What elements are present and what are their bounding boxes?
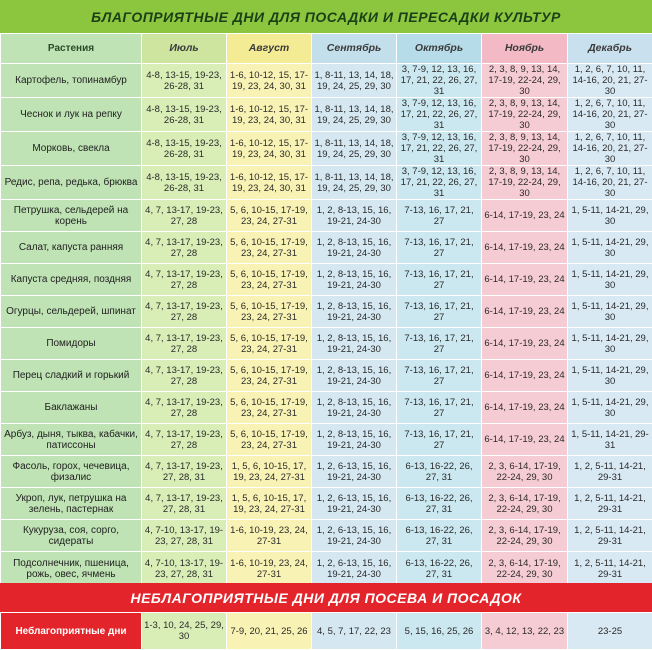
table-row [1, 456, 652, 488]
table-row [1, 132, 652, 166]
november-days-cell: 6-14, 17-19, 23, 24 [482, 328, 568, 360]
july-days-cell: 4, 7-10, 13-17, 19-23, 27, 28, 31 [142, 552, 227, 587]
unfavorable-december: 23-25 [568, 613, 652, 650]
september-days-cell: 1, 2, 8-13, 15, 16, 19-21, 24-30 [312, 360, 397, 392]
september-days-cell: 1, 2, 8-13, 15, 16, 19-21, 24-30 [312, 392, 397, 424]
december-days-cell: 1, 5-11, 14-21, 29, 30 [568, 392, 652, 424]
november-days-cell: 2, 3, 6-14, 17-19, 22-24, 29, 30 [482, 488, 568, 520]
september-days-cell: 1, 8-11, 13, 14, 18, 19, 24, 25, 29, 30 [312, 166, 397, 200]
table-row [1, 360, 652, 392]
september-days-cell: 1, 8-11, 13, 14, 18, 19, 24, 25, 29, 30 [312, 64, 397, 98]
october-days-cell: 3, 7-9, 12, 13, 16, 17, 21, 22, 26, 27, 31 [397, 64, 482, 98]
unfavorable-july: 1-3, 10, 24, 25, 29, 30 [142, 613, 227, 650]
unfavorable-days-table [0, 612, 652, 650]
table-row [1, 552, 652, 587]
july-days-cell: 4, 7-10, 13-17, 19-23, 27, 28, 31 [142, 520, 227, 552]
table-row [1, 392, 652, 424]
plant-name-cell: Укроп, лук, петрушка на зелень, пастернак [1, 488, 142, 520]
december-days-cell: 1, 5-11, 14-21, 29, 30 [568, 200, 652, 232]
plant-name-cell: Подсолнечник, пшеница, рожь, овес, ячмень [1, 552, 142, 587]
november-days-cell: 2, 3, 6-14, 17-19, 22-24, 29, 30 [482, 456, 568, 488]
november-days-cell: 6-14, 17-19, 23, 24 [482, 264, 568, 296]
plant-name-cell: Фасоль, горох, чечевица, физалис [1, 456, 142, 488]
july-days-cell: 4, 7, 13-17, 19-23, 27, 28 [142, 296, 227, 328]
august-days-cell: 5, 6, 10-15, 17-19, 23, 24, 27-31 [227, 424, 312, 456]
table-row [1, 520, 652, 552]
december-days-cell: 1, 2, 6, 7, 10, 11, 14-16, 20, 21, 27-30 [568, 166, 652, 200]
july-days-cell: 4-8, 13-15, 19-23, 26-28, 31 [142, 64, 227, 98]
august-days-cell: 5, 6, 10-15, 17-19, 23, 24, 27-31 [227, 296, 312, 328]
july-days-cell: 4, 7, 13-17, 19-23, 27, 28, 31 [142, 456, 227, 488]
column-header-december: Декабрь [568, 34, 652, 64]
october-days-cell: 7-13, 16, 17, 21, 27 [397, 200, 482, 232]
table-row [1, 424, 652, 456]
column-header-september: Сентябрь [312, 34, 397, 64]
october-days-cell: 7-13, 16, 17, 21, 27 [397, 392, 482, 424]
december-days-cell: 1, 2, 5-11, 14-21, 29-31 [568, 520, 652, 552]
november-days-cell: 6-14, 17-19, 23, 24 [482, 360, 568, 392]
column-header-july: Июль [142, 34, 227, 64]
plant-name-cell: Картофель, топинамбур [1, 64, 142, 98]
october-days-cell: 7-13, 16, 17, 21, 27 [397, 360, 482, 392]
plant-name-cell: Салат, капуста ранняя [1, 232, 142, 264]
column-header-november: Ноябрь [482, 34, 568, 64]
september-days-cell: 1, 2, 6-13, 15, 16, 19-21, 24-30 [312, 520, 397, 552]
december-days-cell: 1, 5-11, 14-21, 29, 30 [568, 328, 652, 360]
november-days-cell: 2, 3, 8, 9, 13, 14, 17-19, 22-24, 29, 30 [482, 166, 568, 200]
table-body [1, 64, 652, 587]
favorable-days-table [0, 33, 652, 587]
column-header-plants: Растения [1, 34, 142, 64]
table-row [1, 296, 652, 328]
october-days-cell: 3, 7-9, 12, 13, 16, 17, 21, 22, 26, 27, 31 [397, 166, 482, 200]
december-days-cell: 1, 5-11, 14-21, 29, 30 [568, 232, 652, 264]
column-header-august: Август [227, 34, 312, 64]
plant-name-cell: Морковь, свекла [1, 132, 142, 166]
december-days-cell: 1, 2, 6, 7, 10, 11, 14-16, 20, 21, 27-30 [568, 98, 652, 132]
page-title: БЛАГОПРИЯТНЫЕ ДНИ ДЛЯ ПОСАДКИ И ПЕРЕСАДКИ КУЛЬТУР [0, 0, 652, 33]
july-days-cell: 4-8, 13-15, 19-23, 26-28, 31 [142, 98, 227, 132]
august-days-cell: 5, 6, 10-15, 17-19, 23, 24, 27-31 [227, 264, 312, 296]
plant-name-cell: Помидоры [1, 328, 142, 360]
november-days-cell: 2, 3, 8, 9, 13, 14, 17-19, 22-24, 29, 30 [482, 132, 568, 166]
august-days-cell: 1, 5, 6, 10-15, 17, 19, 23, 24, 27-31 [227, 488, 312, 520]
july-days-cell: 4, 7, 13-17, 19-23, 27, 28 [142, 424, 227, 456]
december-days-cell: 1, 2, 6, 7, 10, 11, 14-16, 20, 21, 27-30 [568, 64, 652, 98]
december-days-cell: 1, 5-11, 14-21, 29-31 [568, 424, 652, 456]
september-days-cell: 1, 2, 8-13, 15, 16, 19-21, 24-30 [312, 200, 397, 232]
september-days-cell: 1, 8-11, 13, 14, 18, 19, 24, 25, 29, 30 [312, 98, 397, 132]
plant-name-cell: Капуста средняя, поздняя [1, 264, 142, 296]
august-days-cell: 5, 6, 10-15, 17-19, 23, 24, 27-31 [227, 360, 312, 392]
august-days-cell: 5, 6, 10-15, 17-19, 23, 24, 27-31 [227, 392, 312, 424]
july-days-cell: 4, 7, 13-17, 19-23, 27, 28 [142, 232, 227, 264]
unfavorable-label: Неблагоприятные дни [1, 613, 142, 650]
october-days-cell: 6-13, 16-22, 26, 27, 31 [397, 520, 482, 552]
october-days-cell: 7-13, 16, 17, 21, 27 [397, 264, 482, 296]
table-row [1, 166, 652, 200]
december-days-cell: 1, 5-11, 14-21, 29, 30 [568, 264, 652, 296]
december-days-cell: 1, 2, 5-11, 14-21, 29-31 [568, 552, 652, 587]
table-row [1, 488, 652, 520]
august-days-cell: 1, 5, 6, 10-15, 17, 19, 23, 24, 27-31 [227, 456, 312, 488]
table-row [1, 64, 652, 98]
plant-name-cell: Перец сладкий и горький [1, 360, 142, 392]
september-days-cell: 1, 2, 6-13, 15, 16, 19-21, 24-30 [312, 488, 397, 520]
table-row [1, 98, 652, 132]
table-row [1, 264, 652, 296]
august-days-cell: 1-6, 10-12, 15, 17-19, 23, 24, 30, 31 [227, 98, 312, 132]
december-days-cell: 1, 2, 6, 7, 10, 11, 14-16, 20, 21, 27-30 [568, 132, 652, 166]
unfavorable-october: 5, 15, 16, 25, 26 [397, 613, 482, 650]
october-days-cell: 7-13, 16, 17, 21, 27 [397, 232, 482, 264]
september-days-cell: 1, 2, 8-13, 15, 16, 19-21, 24-30 [312, 264, 397, 296]
november-days-cell: 2, 3, 8, 9, 13, 14, 17-19, 22-24, 29, 30 [482, 98, 568, 132]
july-days-cell: 4, 7, 13-17, 19-23, 27, 28 [142, 328, 227, 360]
september-days-cell: 1, 2, 8-13, 15, 16, 19-21, 24-30 [312, 232, 397, 264]
plant-name-cell: Огурцы, сельдерей, шпинат [1, 296, 142, 328]
november-days-cell: 6-14, 17-19, 23, 24 [482, 424, 568, 456]
plant-name-cell: Баклажаны [1, 392, 142, 424]
july-days-cell: 4, 7, 13-17, 19-23, 27, 28 [142, 200, 227, 232]
july-days-cell: 4, 7, 13-17, 19-23, 27, 28 [142, 392, 227, 424]
unfavorable-row [1, 613, 652, 650]
august-days-cell: 1-6, 10-19, 23, 24, 27-31 [227, 552, 312, 587]
unfavorable-september: 4, 5, 7, 17, 22, 23 [312, 613, 397, 650]
october-days-cell: 3, 7-9, 12, 13, 16, 17, 21, 22, 26, 27, 31 [397, 98, 482, 132]
august-days-cell: 1-6, 10-12, 15, 17-19, 23, 24, 30, 31 [227, 166, 312, 200]
plant-name-cell: Арбуз, дыня, тыква, кабачки, патиссоны [1, 424, 142, 456]
december-days-cell: 1, 2, 5-11, 14-21, 29-31 [568, 456, 652, 488]
july-days-cell: 4, 7, 13-17, 19-23, 27, 28 [142, 264, 227, 296]
july-days-cell: 4, 7, 13-17, 19-23, 27, 28, 31 [142, 488, 227, 520]
august-days-cell: 5, 6, 10-15, 17-19, 23, 24, 27-31 [227, 200, 312, 232]
september-days-cell: 1, 2, 8-13, 15, 16, 19-21, 24-30 [312, 328, 397, 360]
september-days-cell: 1, 2, 8-13, 15, 16, 19-21, 24-30 [312, 296, 397, 328]
november-days-cell: 6-14, 17-19, 23, 24 [482, 200, 568, 232]
november-days-cell: 6-14, 17-19, 23, 24 [482, 392, 568, 424]
november-days-cell: 6-14, 17-19, 23, 24 [482, 232, 568, 264]
december-days-cell: 1, 2, 5-11, 14-21, 29-31 [568, 488, 652, 520]
september-days-cell: 1, 2, 6-13, 15, 16, 19-21, 24-30 [312, 552, 397, 587]
unfavorable-august: 7-9, 20, 21, 25, 26 [227, 613, 312, 650]
december-days-cell: 1, 5-11, 14-21, 29, 30 [568, 296, 652, 328]
october-days-cell: 6-13, 16-22, 26, 27, 31 [397, 552, 482, 587]
table-row [1, 200, 652, 232]
october-days-cell: 3, 7-9, 12, 13, 16, 17, 21, 22, 26, 27, 31 [397, 132, 482, 166]
august-days-cell: 1-6, 10-12, 15, 17-19, 23, 24, 30, 31 [227, 64, 312, 98]
october-days-cell: 6-13, 16-22, 26, 27, 31 [397, 488, 482, 520]
november-days-cell: 2, 3, 8, 9, 13, 14, 17-19, 22-24, 29, 30 [482, 64, 568, 98]
august-days-cell: 5, 6, 10-15, 17-19, 23, 24, 27-31 [227, 232, 312, 264]
september-days-cell: 1, 8-11, 13, 14, 18, 19, 24, 25, 29, 30 [312, 132, 397, 166]
december-days-cell: 1, 5-11, 14-21, 29, 30 [568, 360, 652, 392]
unfavorable-title: НЕБЛАГОПРИЯТНЫЕ ДНИ ДЛЯ ПОСЕВА И ПОСАДОК [0, 583, 652, 612]
august-days-cell: 1-6, 10-19, 23, 24, 27-31 [227, 520, 312, 552]
september-days-cell: 1, 2, 8-13, 15, 16, 19-21, 24-30 [312, 424, 397, 456]
plant-name-cell: Чеснок и лук на репку [1, 98, 142, 132]
table-row [1, 328, 652, 360]
october-days-cell: 6-13, 16-22, 26, 27, 31 [397, 456, 482, 488]
july-days-cell: 4, 7, 13-17, 19-23, 27, 28 [142, 360, 227, 392]
august-days-cell: 1-6, 10-12, 15, 17-19, 23, 24, 30, 31 [227, 132, 312, 166]
september-days-cell: 1, 2, 6-13, 15, 16, 19-21, 24-30 [312, 456, 397, 488]
october-days-cell: 7-13, 16, 17, 21, 27 [397, 424, 482, 456]
july-days-cell: 4-8, 13-15, 19-23, 26-28, 31 [142, 166, 227, 200]
november-days-cell: 6-14, 17-19, 23, 24 [482, 296, 568, 328]
october-days-cell: 7-13, 16, 17, 21, 27 [397, 328, 482, 360]
november-days-cell: 2, 3, 6-14, 17-19, 22-24, 29, 30 [482, 520, 568, 552]
table-row [1, 232, 652, 264]
july-days-cell: 4-8, 13-15, 19-23, 26-28, 31 [142, 132, 227, 166]
plant-name-cell: Редис, репа, редька, брюква [1, 166, 142, 200]
plant-name-cell: Кукуруза, соя, сорго, сидераты [1, 520, 142, 552]
table-header-row [1, 34, 652, 64]
october-days-cell: 7-13, 16, 17, 21, 27 [397, 296, 482, 328]
plant-name-cell: Петрушка, сельдерей на корень [1, 200, 142, 232]
august-days-cell: 5, 6, 10-15, 17-19, 23, 24, 27-31 [227, 328, 312, 360]
column-header-october: Октябрь [397, 34, 482, 64]
november-days-cell: 2, 3, 6-14, 17-19, 22-24, 29, 30 [482, 552, 568, 587]
unfavorable-november: 3, 4, 12, 13, 22, 23 [482, 613, 568, 650]
